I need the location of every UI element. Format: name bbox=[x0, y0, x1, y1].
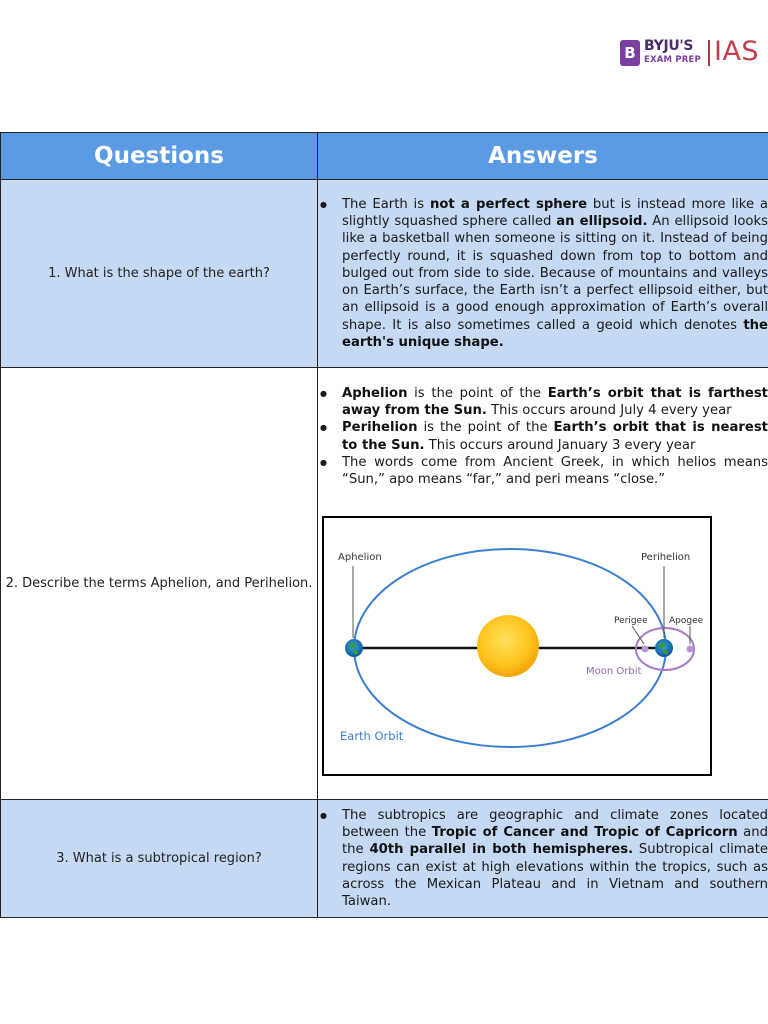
bold-text: Earth’s orbit that is nearest to the Sun. bbox=[342, 420, 768, 453]
bold-text: an ellipsoid. bbox=[556, 214, 648, 230]
earth-perihelion bbox=[655, 639, 673, 657]
answer-list bbox=[318, 196, 768, 351]
perihelion-label: Perihelion bbox=[641, 552, 691, 564]
question-cell: 2. Describe the terms Aphelion, and Perihelion. bbox=[1, 368, 318, 800]
answers-header: Answers bbox=[318, 133, 768, 180]
answer-cell bbox=[318, 800, 768, 918]
answer-text: An ellipsoid looks like a basketball when someone is sitting on it. Instead of being perfectly round, it is squashed down from top to bottom and bulged out from side to side. Because of mountains and valleys on Earth’s surface, the Earth isn’t a perfect ellipsoid either, but an ellipsoid is a good enough approximation of Earth’s overall shape. It is also sometimes called a geoid which denotes bbox=[342, 214, 768, 333]
answer-text: This occurs around January 3 every year bbox=[424, 437, 696, 453]
answer-list bbox=[318, 807, 768, 910]
bold-text: Tropic of Cancer and Tropic of Capricorn bbox=[431, 825, 738, 841]
answer-bullet bbox=[342, 385, 768, 419]
logo-divider bbox=[708, 40, 710, 66]
answer-text: This occurs around July 4 every year bbox=[486, 403, 732, 419]
answer-text: is the point of the bbox=[407, 385, 548, 401]
bold-text: 40th parallel in both hemispheres. bbox=[369, 842, 634, 858]
answer-text: Subtropical climate regions can exist at high elevations within the tropics, such as across the Mexican Plateau and in Vietnam and southern Taiwan. bbox=[342, 842, 768, 909]
answer-bullet bbox=[342, 807, 768, 910]
answer-list bbox=[318, 385, 768, 488]
answer-text: but is instead more like a slightly squashed sphere called bbox=[342, 197, 768, 230]
logo-brand-name: BYJU'S bbox=[644, 38, 694, 54]
earth-orbit-label: Earth Orbit bbox=[340, 729, 404, 744]
answer-cell bbox=[318, 180, 768, 368]
answer-text: The Earth is bbox=[342, 197, 430, 213]
answer-text: The subtropics are geographic and climate zones located between the bbox=[342, 807, 768, 841]
earth-aphelion bbox=[345, 639, 363, 657]
table-row bbox=[1, 180, 768, 368]
aphelion-label: Aphelion bbox=[338, 552, 382, 564]
table-header-row bbox=[1, 133, 768, 180]
qa-table bbox=[0, 132, 768, 918]
orbit-diagram bbox=[322, 516, 712, 776]
answer-bullet bbox=[342, 196, 768, 351]
bold-text: the earth's unique shape. bbox=[342, 317, 768, 350]
answer-bullet bbox=[342, 454, 768, 488]
moon-perigee bbox=[642, 646, 649, 653]
logo-subtitle: EXAM PREP bbox=[644, 55, 701, 65]
perigee-label: Perigee bbox=[614, 616, 648, 627]
bold-text: Perihelion bbox=[342, 420, 418, 436]
bold-text: not a perfect sphere bbox=[429, 197, 588, 213]
table-row bbox=[1, 368, 768, 800]
bold-text: Aphelion bbox=[342, 385, 408, 401]
moon-orbit-label: Moon Orbit bbox=[586, 666, 642, 678]
logo-ias: IAS bbox=[714, 36, 760, 67]
byjus-ias-logo bbox=[620, 36, 760, 70]
answer-text: is the point of the bbox=[417, 420, 554, 436]
orbit-diagram-svg bbox=[324, 518, 710, 774]
sun bbox=[477, 615, 539, 677]
answer-text: and the bbox=[342, 825, 768, 858]
moon-apogee bbox=[687, 646, 694, 653]
questions-header: Questions bbox=[1, 133, 318, 180]
logo-badge: B bbox=[620, 40, 640, 66]
answer-bullet bbox=[342, 419, 768, 453]
bold-text: Earth’s orbit that is farthest away from the Sun. bbox=[342, 385, 768, 419]
table-row bbox=[1, 800, 768, 918]
question-cell: 1. What is the shape of the earth? bbox=[1, 180, 318, 368]
answer-text: The words come from Ancient Greek, in which helios means “Sun,” apo means “far,” and peri means “close.” bbox=[342, 454, 768, 487]
apogee-label: Apogee bbox=[669, 616, 704, 627]
question-cell: 3. What is a subtropical region? bbox=[1, 800, 318, 918]
answer-cell bbox=[318, 368, 768, 800]
